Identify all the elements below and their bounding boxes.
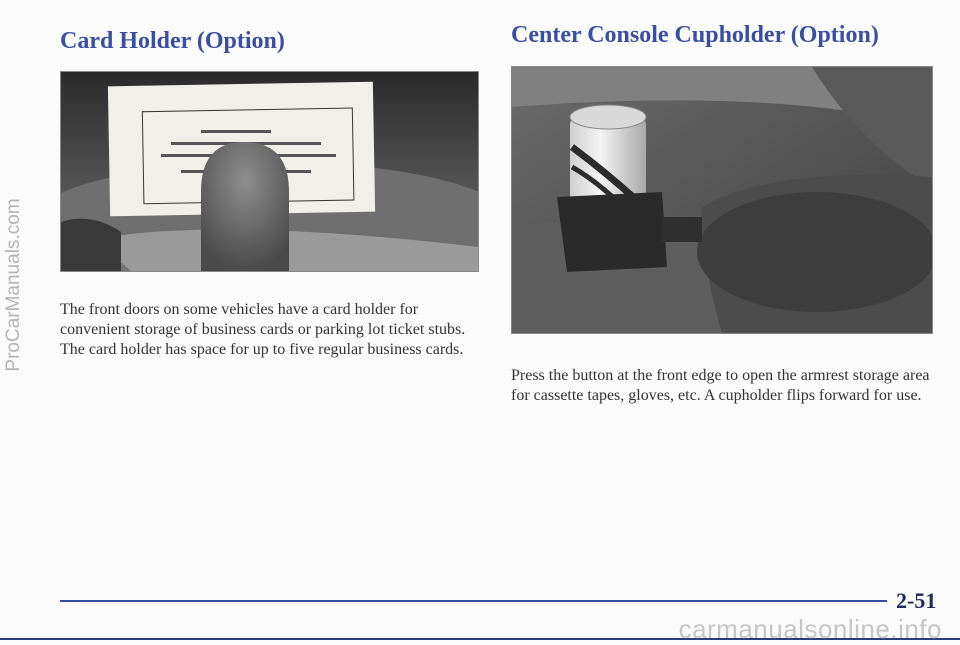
watermark-side <box>2 170 26 400</box>
watermark-side-text: ProCarManuals.com <box>3 198 24 372</box>
cupholder-body: Press the button at the front edge to open the armrest storage area for cassette tapes, gloves, etc. A cupholder flips forward for use. <box>511 367 930 404</box>
card-holder-photo <box>60 71 479 272</box>
cupholder-photo <box>511 66 933 334</box>
footer-rule <box>60 600 887 602</box>
watermark-bottom: carmanualsonline.info <box>678 614 942 644</box>
page-number: 2-51 <box>896 588 937 613</box>
cupholder-title: Center Console Cupholder (Option) <box>511 22 879 48</box>
card-holder-title: Card Holder (Option) <box>60 28 285 54</box>
card-holder-body: The front doors on some vehicles have a card holder for convenient storage of business cards or parking lot ticket stubs. The card holder has space for up to five regular business cards. <box>60 301 466 358</box>
